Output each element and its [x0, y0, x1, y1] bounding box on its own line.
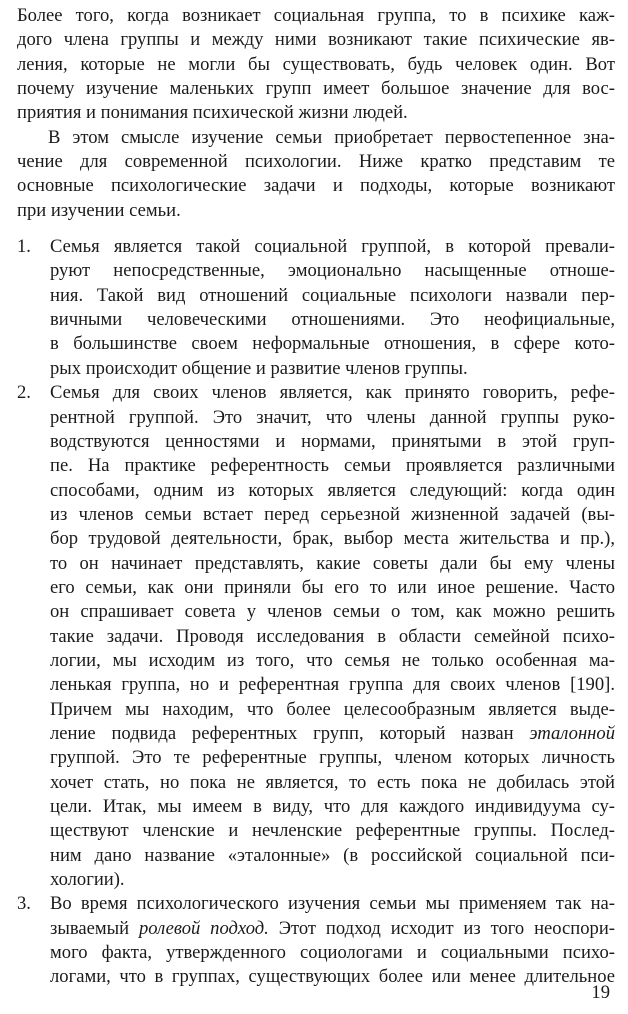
text-line: хологии). [50, 869, 125, 891]
page-text [17, 4, 615, 990]
list-number: 1. [17, 236, 31, 258]
paragraph-2 [17, 126, 615, 223]
text-line: ним дано название «эталонные» (в российской социальной пси- [50, 844, 615, 866]
page-number: 19 [591, 982, 610, 1003]
text-line: 2. Семья для своих членов является, как принято говорить, рефе- [17, 381, 615, 405]
text-line: 3. Во время психологического изучения семьи мы применяем так на- [17, 892, 615, 916]
paragraph-1 [17, 4, 615, 126]
list-item-2 [17, 381, 615, 892]
text-line: цели. Итак, мы имеем в виду, что для каждого индивидуума су- [50, 796, 615, 817]
text-line: в большинстве своем неформальные отношения, в сфере кото- [50, 333, 615, 355]
text-line: ления, которые не могли бы существовать, будь человек один. Вот [17, 53, 615, 75]
text-line: пе. На практике референтность семьи проявляется различными [50, 455, 615, 477]
list-number: 2. [17, 382, 31, 404]
text-line: 1. Семья является такой социальной группой, в которой превали- [17, 235, 615, 259]
text-line: Более того, когда возникает социальная группа, то в психике каж- [17, 5, 615, 26]
text-line: дого члена группы и между ними возникают такие психические яв- [17, 29, 615, 51]
text-line: логами, что в группах, существующих более или менее длительное [50, 966, 615, 988]
text-line: то он начинает представлять, какие советы дали бы ему члены [50, 552, 615, 574]
text-line: вичными человеческими отношениями. Это неофициальные, [50, 309, 615, 331]
text-line: логии, мы исходим из того, что семья не только особенная ма- [50, 649, 615, 671]
text-line: приятия и понимания психической жизни людей. [17, 102, 408, 124]
text-line: водствуются ценностями и нормами, принятыми в этой груп- [50, 430, 615, 452]
emphasis-term: эталонной [529, 722, 615, 744]
text-line: руют непосредственные, эмоционально насыщенные отноше- [50, 260, 615, 282]
list-item-3 [17, 892, 615, 989]
text-line: ния. Такой вид отношений социальные психологи назвали пер- [50, 284, 615, 306]
text-line: ществуют членские и нечленские референтные группы. Послед- [50, 820, 615, 842]
text-line: он спрашивает совета у членов семьи о том, как можно решить [50, 601, 615, 623]
text-line: бор трудовой деятельности, брак, выбор места жительства и пр.), [50, 528, 615, 550]
text-line: при изучении семьи. [17, 199, 181, 221]
text-line: группой. Это те референтные группы, членом которых личность [50, 747, 615, 769]
text-line: зываемый ролевой подход. Этот подход исходит из того неоспори- [50, 917, 615, 939]
text-line: рых происходит общение и развитие членов группы. [50, 357, 468, 379]
text-line: рентной группой. Это значит, что члены данной группы руко- [50, 406, 615, 428]
text-line: хочет стать, но пока не является, то есть пока не добилась этой [50, 771, 615, 793]
text-line: чение для современной психологии. Ниже кратко представим те [17, 151, 615, 173]
list-item-1 [17, 235, 615, 381]
text-line: почему изучение маленьких групп имеет большое значение для вос- [17, 78, 615, 100]
list-number: 3. [17, 893, 31, 915]
text-line: мого факта, утвержденного социологами и социальными психо- [50, 942, 615, 964]
text-line: основные психологические задачи и подходы, которые возникают [17, 175, 615, 197]
text-line: такие задачи. Проводя исследования в области семейной психо- [50, 625, 615, 647]
text-line: его семьи, как они приняли бы его то или иное решение. Часто [50, 576, 615, 598]
text-line: из членов семьи встает перед серьезной жизненной задачей (вы- [50, 503, 615, 525]
text-line: В этом смысле изучение семьи приобретает первостепенное зна- [48, 126, 615, 148]
text-line: ленькая группа, но и референтная группа для своих членов [190]. [50, 674, 615, 696]
text-line: ление подвида референтных групп, который назван эталонной [50, 722, 615, 744]
text-line: Причем мы находим, что более целесообразным является выде- [50, 698, 615, 720]
text-line: способами, одним из которых является следующий: когда один [50, 479, 615, 501]
emphasis-term: ролевой подход. [138, 917, 269, 939]
